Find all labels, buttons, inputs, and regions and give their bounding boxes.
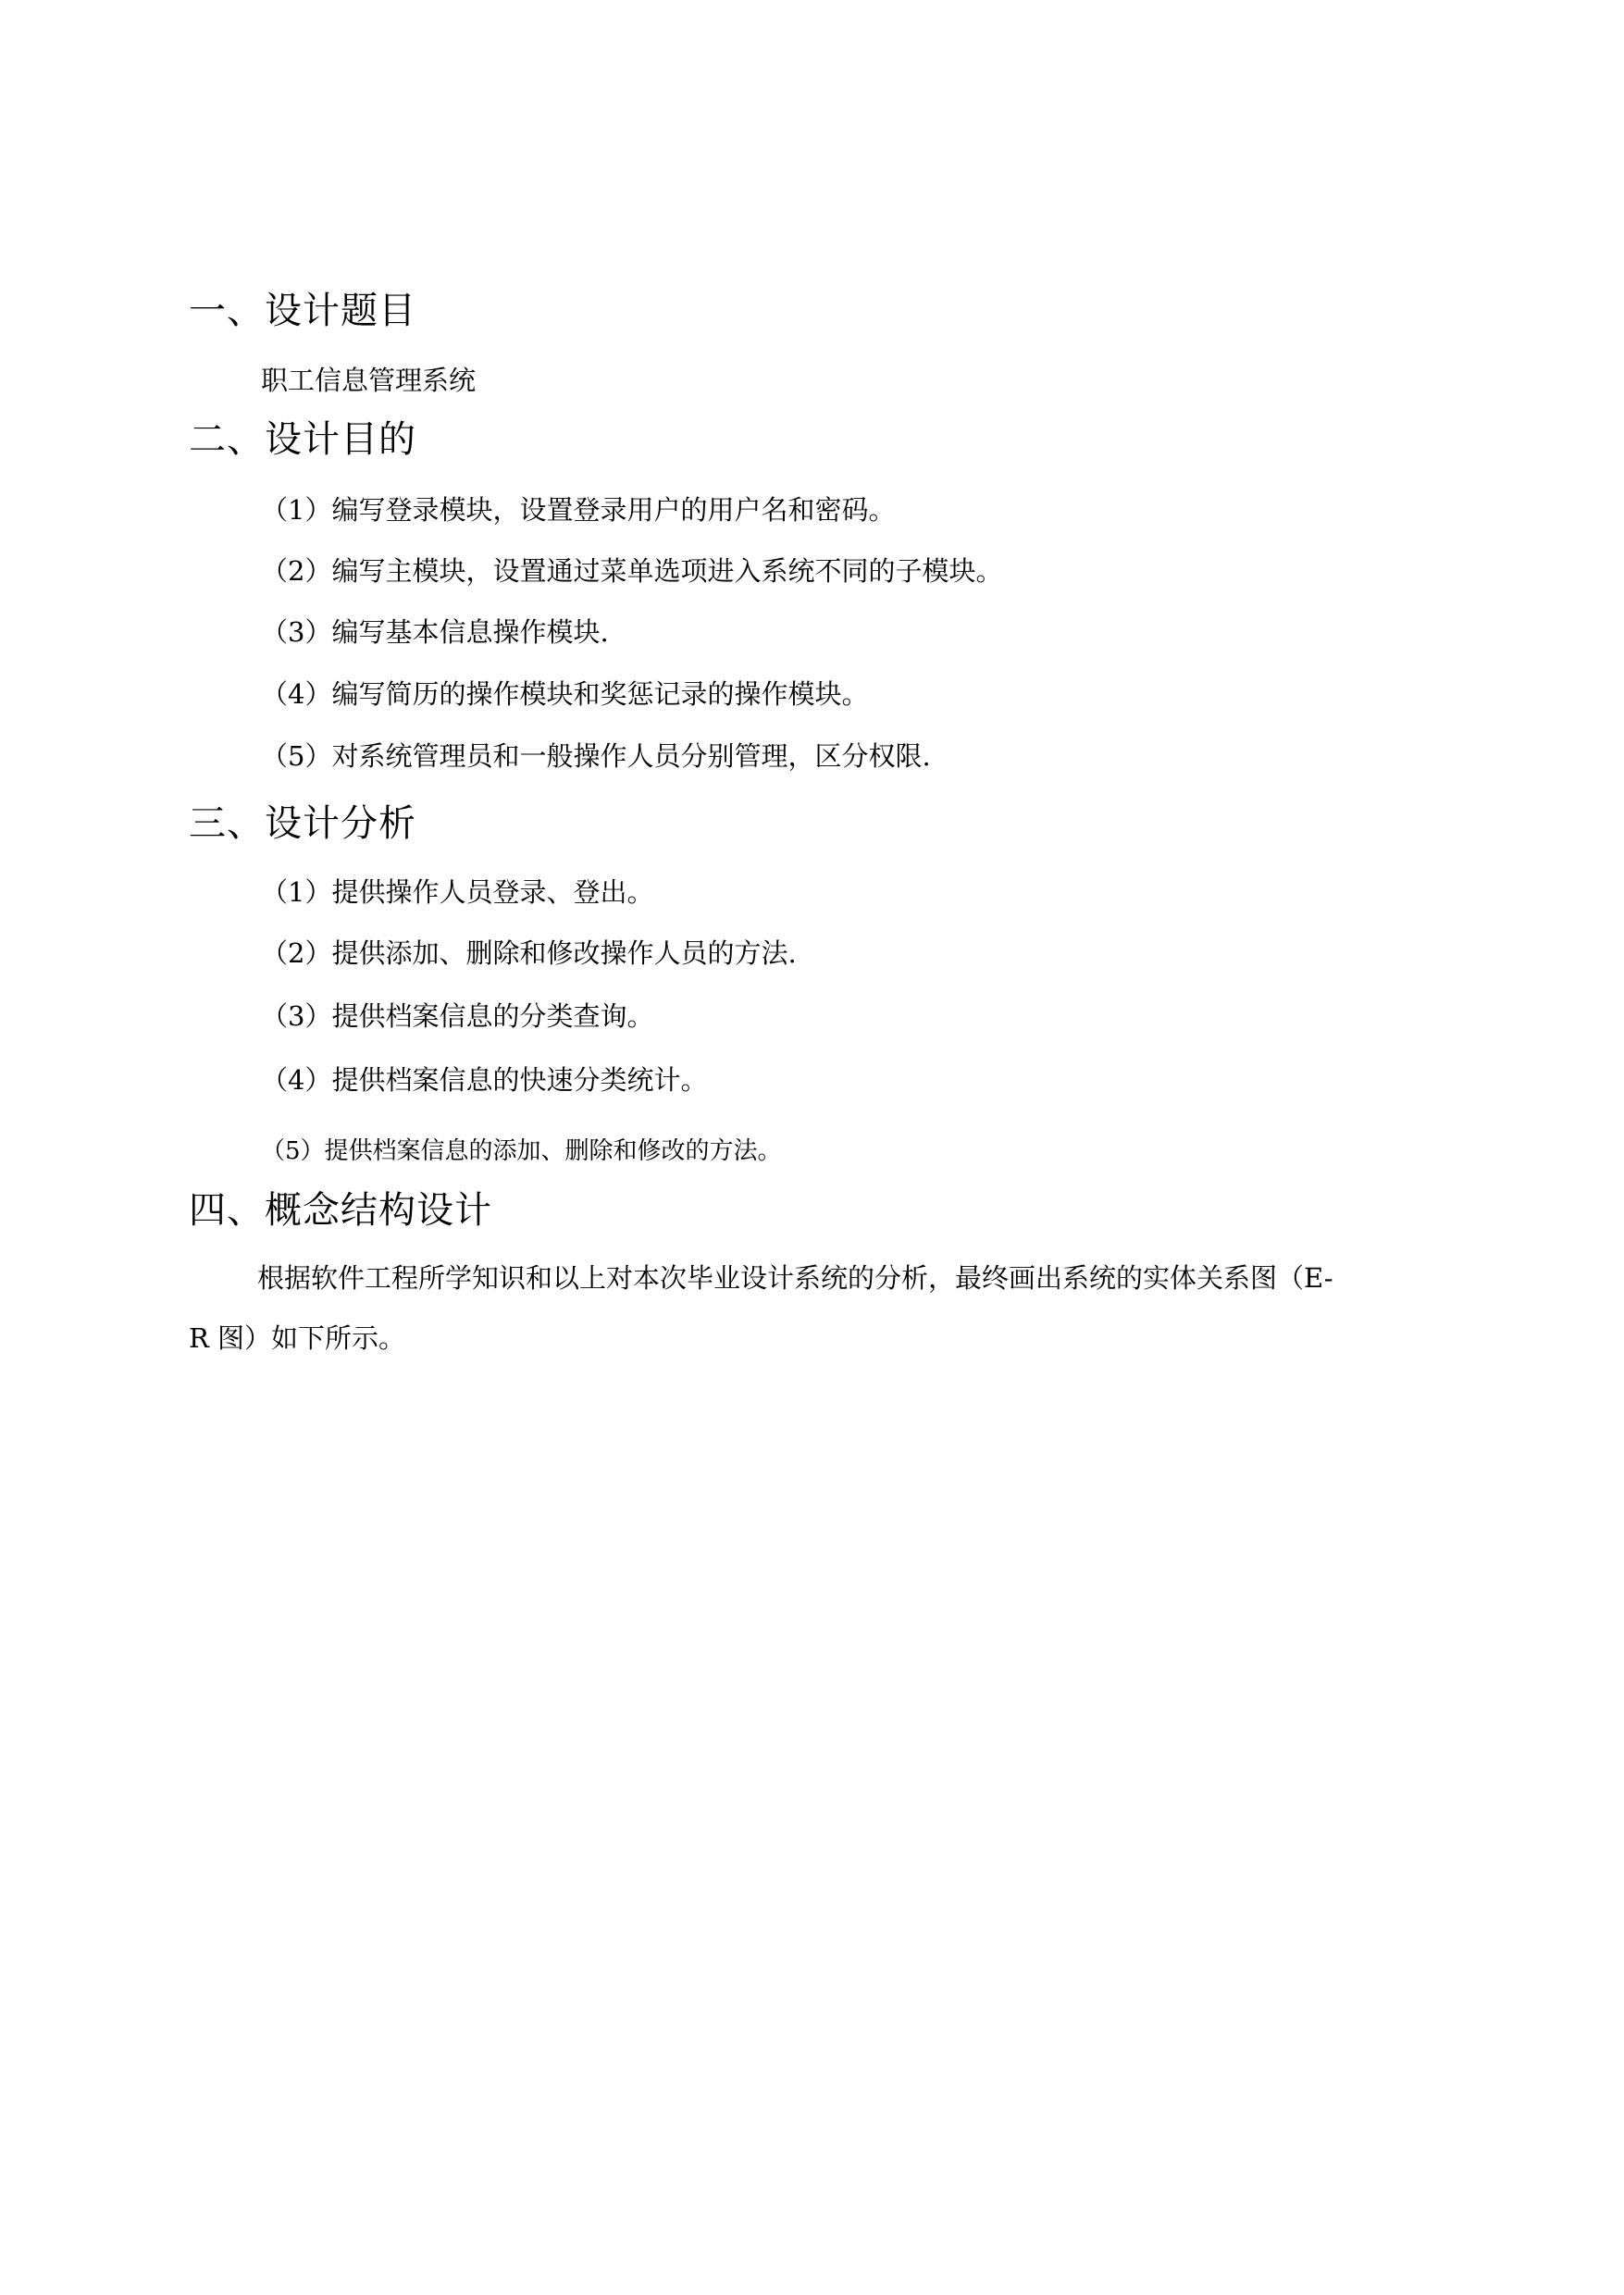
conceptual-paragraph-line-2: R 图）如下所示。 xyxy=(189,1322,406,1354)
purpose-item-3: （3）编写基本信息操作模块. xyxy=(261,616,609,648)
section-heading-design-purpose: 二、设计目的 xyxy=(189,418,416,461)
purpose-item-5: （5）对系统管理员和一般操作人员分别管理，区分权限. xyxy=(261,740,931,772)
design-title-text: 职工信息管理系统 xyxy=(261,365,477,396)
purpose-item-2: （2）编写主模块，设置通过菜单选项进入系统不同的子模块。 xyxy=(261,555,1003,587)
purpose-item-4: （4）编写简历的操作模块和奖惩记录的操作模块。 xyxy=(261,678,869,710)
section-heading-design-analysis: 三、设计分析 xyxy=(189,802,416,845)
conceptual-paragraph-line-1: 根据软件工程所学知识和以上对本次毕业设计系统的分析，最终画出系统的实体关系图（E- xyxy=(257,1262,1333,1294)
analysis-item-1: （1）提供操作人员登录、登出。 xyxy=(261,876,654,908)
section-heading-design-title: 一、设计题目 xyxy=(189,290,416,332)
analysis-item-3: （3）提供档案信息的分类查询。 xyxy=(261,1000,654,1032)
section-heading-conceptual-design: 四、概念结构设计 xyxy=(189,1189,492,1232)
analysis-item-4: （4）提供档案信息的快速分类统计。 xyxy=(261,1064,708,1096)
analysis-item-5: （5）提供档案信息的添加、删除和修改的方法。 xyxy=(261,1137,782,1165)
analysis-item-2: （2）提供添加、删除和修改操作人员的方法. xyxy=(261,937,797,969)
purpose-item-1: （1）编写登录模块，设置登录用户的用户名和密码。 xyxy=(261,494,896,526)
